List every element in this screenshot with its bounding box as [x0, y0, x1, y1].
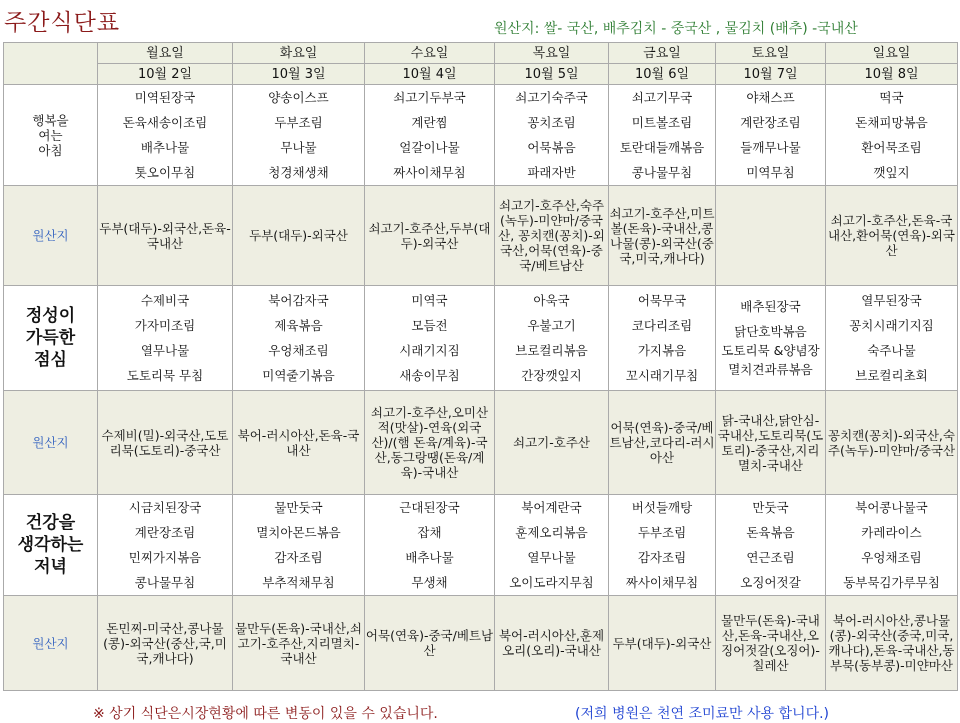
page-title: 주간식단표	[4, 10, 121, 36]
dish-item: 미트볼조림	[631, 115, 693, 130]
dish-item: 브로컬리초회	[855, 368, 928, 383]
lunch-origin-row	[4, 391, 958, 495]
dish-item: 톳오이무침	[134, 165, 196, 180]
day-name: 목요일	[495, 43, 609, 64]
corner-cell	[4, 43, 98, 85]
dish-item: 북어콩나물국	[855, 500, 928, 515]
dish-item: 계란찜	[411, 115, 448, 130]
dish-item: 제육볶음	[274, 318, 323, 333]
origin-cell: 북어-러시아산,콩나물(콩)-외국산(중국,미국,캐나다),돈육-국내산,동부묵(동부콩)-미얀마산	[826, 596, 958, 691]
origin-cell: 쇠고기-호주산,숙주(녹두)-미얀마/중국산, 꽁치캔(꽁치)-외국산,어묵(연육)-중국/베트남산	[495, 186, 609, 286]
dish-item: 두부조림	[637, 525, 687, 540]
dish-item: 감자조림	[637, 550, 687, 565]
meal-label: 정성이 가득한 점심	[4, 286, 98, 391]
day-date: 10월 8일	[826, 64, 958, 85]
dish-item: 환어묵조림	[861, 140, 922, 155]
origin-cell	[716, 186, 826, 286]
dish-item: 부추적채무침	[262, 575, 335, 590]
dish-item: 꽁치조림	[527, 115, 576, 130]
day-date: 10월 4일	[365, 64, 495, 85]
menu-cell	[609, 495, 716, 596]
breakfast-menu-row	[4, 85, 958, 186]
dish-item: 미역줄기볶음	[262, 368, 335, 383]
dish-item: 돈채피망볶음	[855, 115, 928, 130]
dish-item: 어묵무국	[637, 293, 687, 308]
meal-label: 행복을 여는 아침	[4, 85, 98, 186]
menu-cell	[609, 286, 716, 391]
day-date: 10월 7일	[716, 64, 826, 85]
dish-item: 모듬전	[411, 318, 448, 333]
dish-item: 우불고기	[527, 318, 576, 333]
dish-item: 무나물	[280, 140, 317, 155]
dish-item: 미역무침	[746, 165, 795, 180]
dish-item: 물만둣국	[274, 500, 323, 515]
menu-cell	[98, 85, 233, 186]
origin-cell: 북어-러시아산,돈육-국내산	[233, 391, 365, 495]
dish-item: 배추나물	[405, 550, 454, 565]
dish-item: 훈제오리볶음	[515, 525, 588, 540]
footer-notice: ※ 상기 식단은시장현황에 따른 변동이 있을 수 있습니다.	[93, 706, 438, 722]
origin-label: 원산지	[4, 596, 98, 691]
origin-cell: 꽁치캔(꽁치)-외국산,숙주(녹두)-미얀마/중국산	[826, 391, 958, 495]
day-name: 금요일	[609, 43, 716, 64]
dish-item: 북어감자국	[268, 293, 329, 308]
dish-item: 야채스프	[746, 90, 795, 105]
dish-item: 배추된장국	[740, 299, 801, 314]
dish-item: 무생채	[411, 575, 448, 590]
dish-item: 파래자반	[527, 165, 576, 180]
dish-item: 우엉채조림	[861, 550, 922, 565]
dinner-origin-row	[4, 596, 958, 691]
menu-cell	[233, 85, 365, 186]
menu-cell	[98, 495, 233, 596]
dish-item: 미역된장국	[134, 90, 196, 105]
dish-item: 잡채	[417, 525, 442, 540]
dish-item: 꽁치시래기지짐	[849, 318, 934, 333]
day-name: 수요일	[365, 43, 495, 64]
menu-cell	[826, 286, 958, 391]
dish-item: 동부묵김가루무침	[843, 575, 940, 590]
dish-item: 돈육볶음	[746, 525, 795, 540]
dish-item: 계란장조림	[740, 115, 801, 130]
menu-cell	[716, 286, 826, 391]
origin-cell: 쇠고기-호주산,두부(대두)-외국산	[365, 186, 495, 286]
dish-item: 짜사이채무침	[625, 575, 699, 590]
dish-item: 가지볶음	[637, 343, 687, 358]
origin-label: 원산지	[4, 391, 98, 495]
day-name: 화요일	[233, 43, 365, 64]
dish-item: 멸치아몬드볶음	[256, 525, 341, 540]
dish-item: 수제비국	[140, 293, 190, 308]
dish-item: 새송이무침	[399, 368, 460, 383]
day-header-row	[4, 43, 958, 64]
lunch-menu-row	[4, 286, 958, 391]
dish-item: 민찌가지볶음	[128, 550, 202, 565]
day-name: 토요일	[716, 43, 826, 64]
dish-item: 어묵볶음	[527, 140, 576, 155]
origin-label: 원산지	[4, 186, 98, 286]
dish-item: 오이도라지무침	[509, 575, 594, 590]
origin-cell: 어묵(연육)-중국/베트남산	[365, 596, 495, 691]
day-date: 10월 2일	[98, 64, 233, 85]
dish-item: 코다리조림	[631, 318, 693, 333]
menu-cell	[495, 286, 609, 391]
dish-item: 도토리묵 무침	[126, 368, 204, 383]
origin-cell: 물만두(돈육)-국내산,돈육-국내산,오징어젓갈(오징어)-칠레산	[716, 596, 826, 691]
dish-item: 돈육새송이조림	[122, 115, 208, 130]
dish-item: 짜사이채무침	[393, 165, 466, 180]
dish-item: 떡국	[879, 90, 904, 105]
origin-cell: 수제비(밀)-외국산,도토리묵(도토리)-중국산	[98, 391, 233, 495]
dish-item: 콩나물무침	[134, 575, 196, 590]
day-date: 10월 3일	[233, 64, 365, 85]
dish-item: 숙주나물	[867, 343, 916, 358]
menu-cell	[609, 85, 716, 186]
dish-item: 도토리묵 &양념장	[721, 343, 820, 358]
dish-item: 오징어젓갈	[740, 575, 801, 590]
dish-item: 카레라이스	[861, 525, 922, 540]
dish-item: 계란장조림	[134, 525, 196, 540]
dish-item: 닭단호박볶음	[734, 324, 807, 339]
dish-item: 간장깻잎지	[521, 368, 582, 383]
menu-cell	[365, 85, 495, 186]
dish-item: 토란대들깨볶음	[619, 140, 705, 155]
origin-cell: 어묵(연육)-중국/베트남산,코다리-러시아산	[609, 391, 716, 495]
origin-note: 원산지: 쌀- 국산, 배추김치 - 중국산 , 물김치 (배추) -국내산	[494, 21, 858, 37]
date-header-row	[4, 64, 958, 85]
dish-item: 열무나물	[527, 550, 576, 565]
menu-cell	[98, 286, 233, 391]
origin-cell: 돈민찌-미국산,콩나물(콩)-외국산(중산,국,미국,캐나다)	[98, 596, 233, 691]
dish-item: 열무된장국	[861, 293, 922, 308]
origin-cell: 두부(대두)-외국산	[609, 596, 716, 691]
dish-item: 쇠고기숙주국	[515, 90, 588, 105]
weekly-menu-table	[3, 42, 958, 691]
origin-cell: 쇠고기-호주산,미트볼(돈육)-국내산,콩나물(콩)-외국산(중국,미국,캐나다)	[609, 186, 716, 286]
dish-item: 배추나물	[140, 140, 190, 155]
dish-item: 들깨무나물	[740, 140, 801, 155]
dish-item: 북어계란국	[521, 500, 582, 515]
dish-item: 쇠고기무국	[631, 90, 693, 105]
dish-item: 콩나물무침	[631, 165, 693, 180]
menu-cell	[365, 286, 495, 391]
dish-item: 미역국	[411, 293, 448, 308]
origin-cell: 쇠고기-호주산,돈육-국내산,환어묵(연육)-외국산	[826, 186, 958, 286]
menu-cell	[495, 495, 609, 596]
menu-cell	[365, 495, 495, 596]
menu-cell	[495, 85, 609, 186]
menu-cell	[716, 495, 826, 596]
day-name: 일요일	[826, 43, 958, 64]
dish-item: 깻잎지	[873, 165, 910, 180]
menu-cell	[233, 286, 365, 391]
footer-seasoning-note: (저희 병원은 천연 조미료만 사용 합니다.)	[575, 706, 830, 722]
day-date: 10월 5일	[495, 64, 609, 85]
dish-item: 양송이스프	[268, 90, 329, 105]
dish-item: 청경채생채	[268, 165, 329, 180]
origin-cell: 쇠고기-호주산	[495, 391, 609, 495]
origin-cell: 쇠고기-호주산,오미산적(맛살)-연육(외국산)/(햄 돈육/계육)-국산,동그랑땡(돈육/계육)-국내산	[365, 391, 495, 495]
day-date: 10월 6일	[609, 64, 716, 85]
dish-item: 브로컬리볶음	[515, 343, 588, 358]
dish-item: 멸치견과류볶음	[728, 362, 813, 377]
meal-label: 건강을 생각하는 저녁	[4, 495, 98, 596]
origin-cell: 두부(대두)-외국산	[233, 186, 365, 286]
breakfast-origin-row	[4, 186, 958, 286]
dish-item: 감자조림	[274, 550, 323, 565]
dish-item: 열무나물	[140, 343, 190, 358]
menu-cell	[826, 85, 958, 186]
day-name: 월요일	[98, 43, 233, 64]
dinner-menu-row	[4, 495, 958, 596]
dish-item: 아욱국	[533, 293, 570, 308]
dish-item: 우엉채조림	[268, 343, 329, 358]
origin-cell: 물만두(돈육)-국내산,쇠고기-호주산,지리멸치-국내산	[233, 596, 365, 691]
dish-item: 시래기지짐	[399, 343, 460, 358]
dish-item: 쇠고기두부국	[393, 90, 466, 105]
dish-item: 만둣국	[752, 500, 789, 515]
origin-cell: 닭-국내산,닭안심-국내산,도토리묵(도토리)-중국산,지리멸치-국내산	[716, 391, 826, 495]
menu-cell	[826, 495, 958, 596]
dish-item: 시금치된장국	[128, 500, 202, 515]
menu-cell	[716, 85, 826, 186]
menu-cell	[233, 495, 365, 596]
dish-item: 얼갈이나물	[399, 140, 460, 155]
dish-item: 꼬시래기무침	[625, 368, 699, 383]
dish-item: 두부조림	[274, 115, 323, 130]
dish-item: 연근조림	[746, 550, 795, 565]
dish-item: 가자미조림	[134, 318, 196, 333]
dish-item: 버섯들깨탕	[631, 500, 693, 515]
origin-cell: 북어-러시아산,훈제오리(오리)-국내산	[495, 596, 609, 691]
dish-item: 근대된장국	[399, 500, 460, 515]
origin-cell: 두부(대두)-외국산,돈육-국내산	[98, 186, 233, 286]
